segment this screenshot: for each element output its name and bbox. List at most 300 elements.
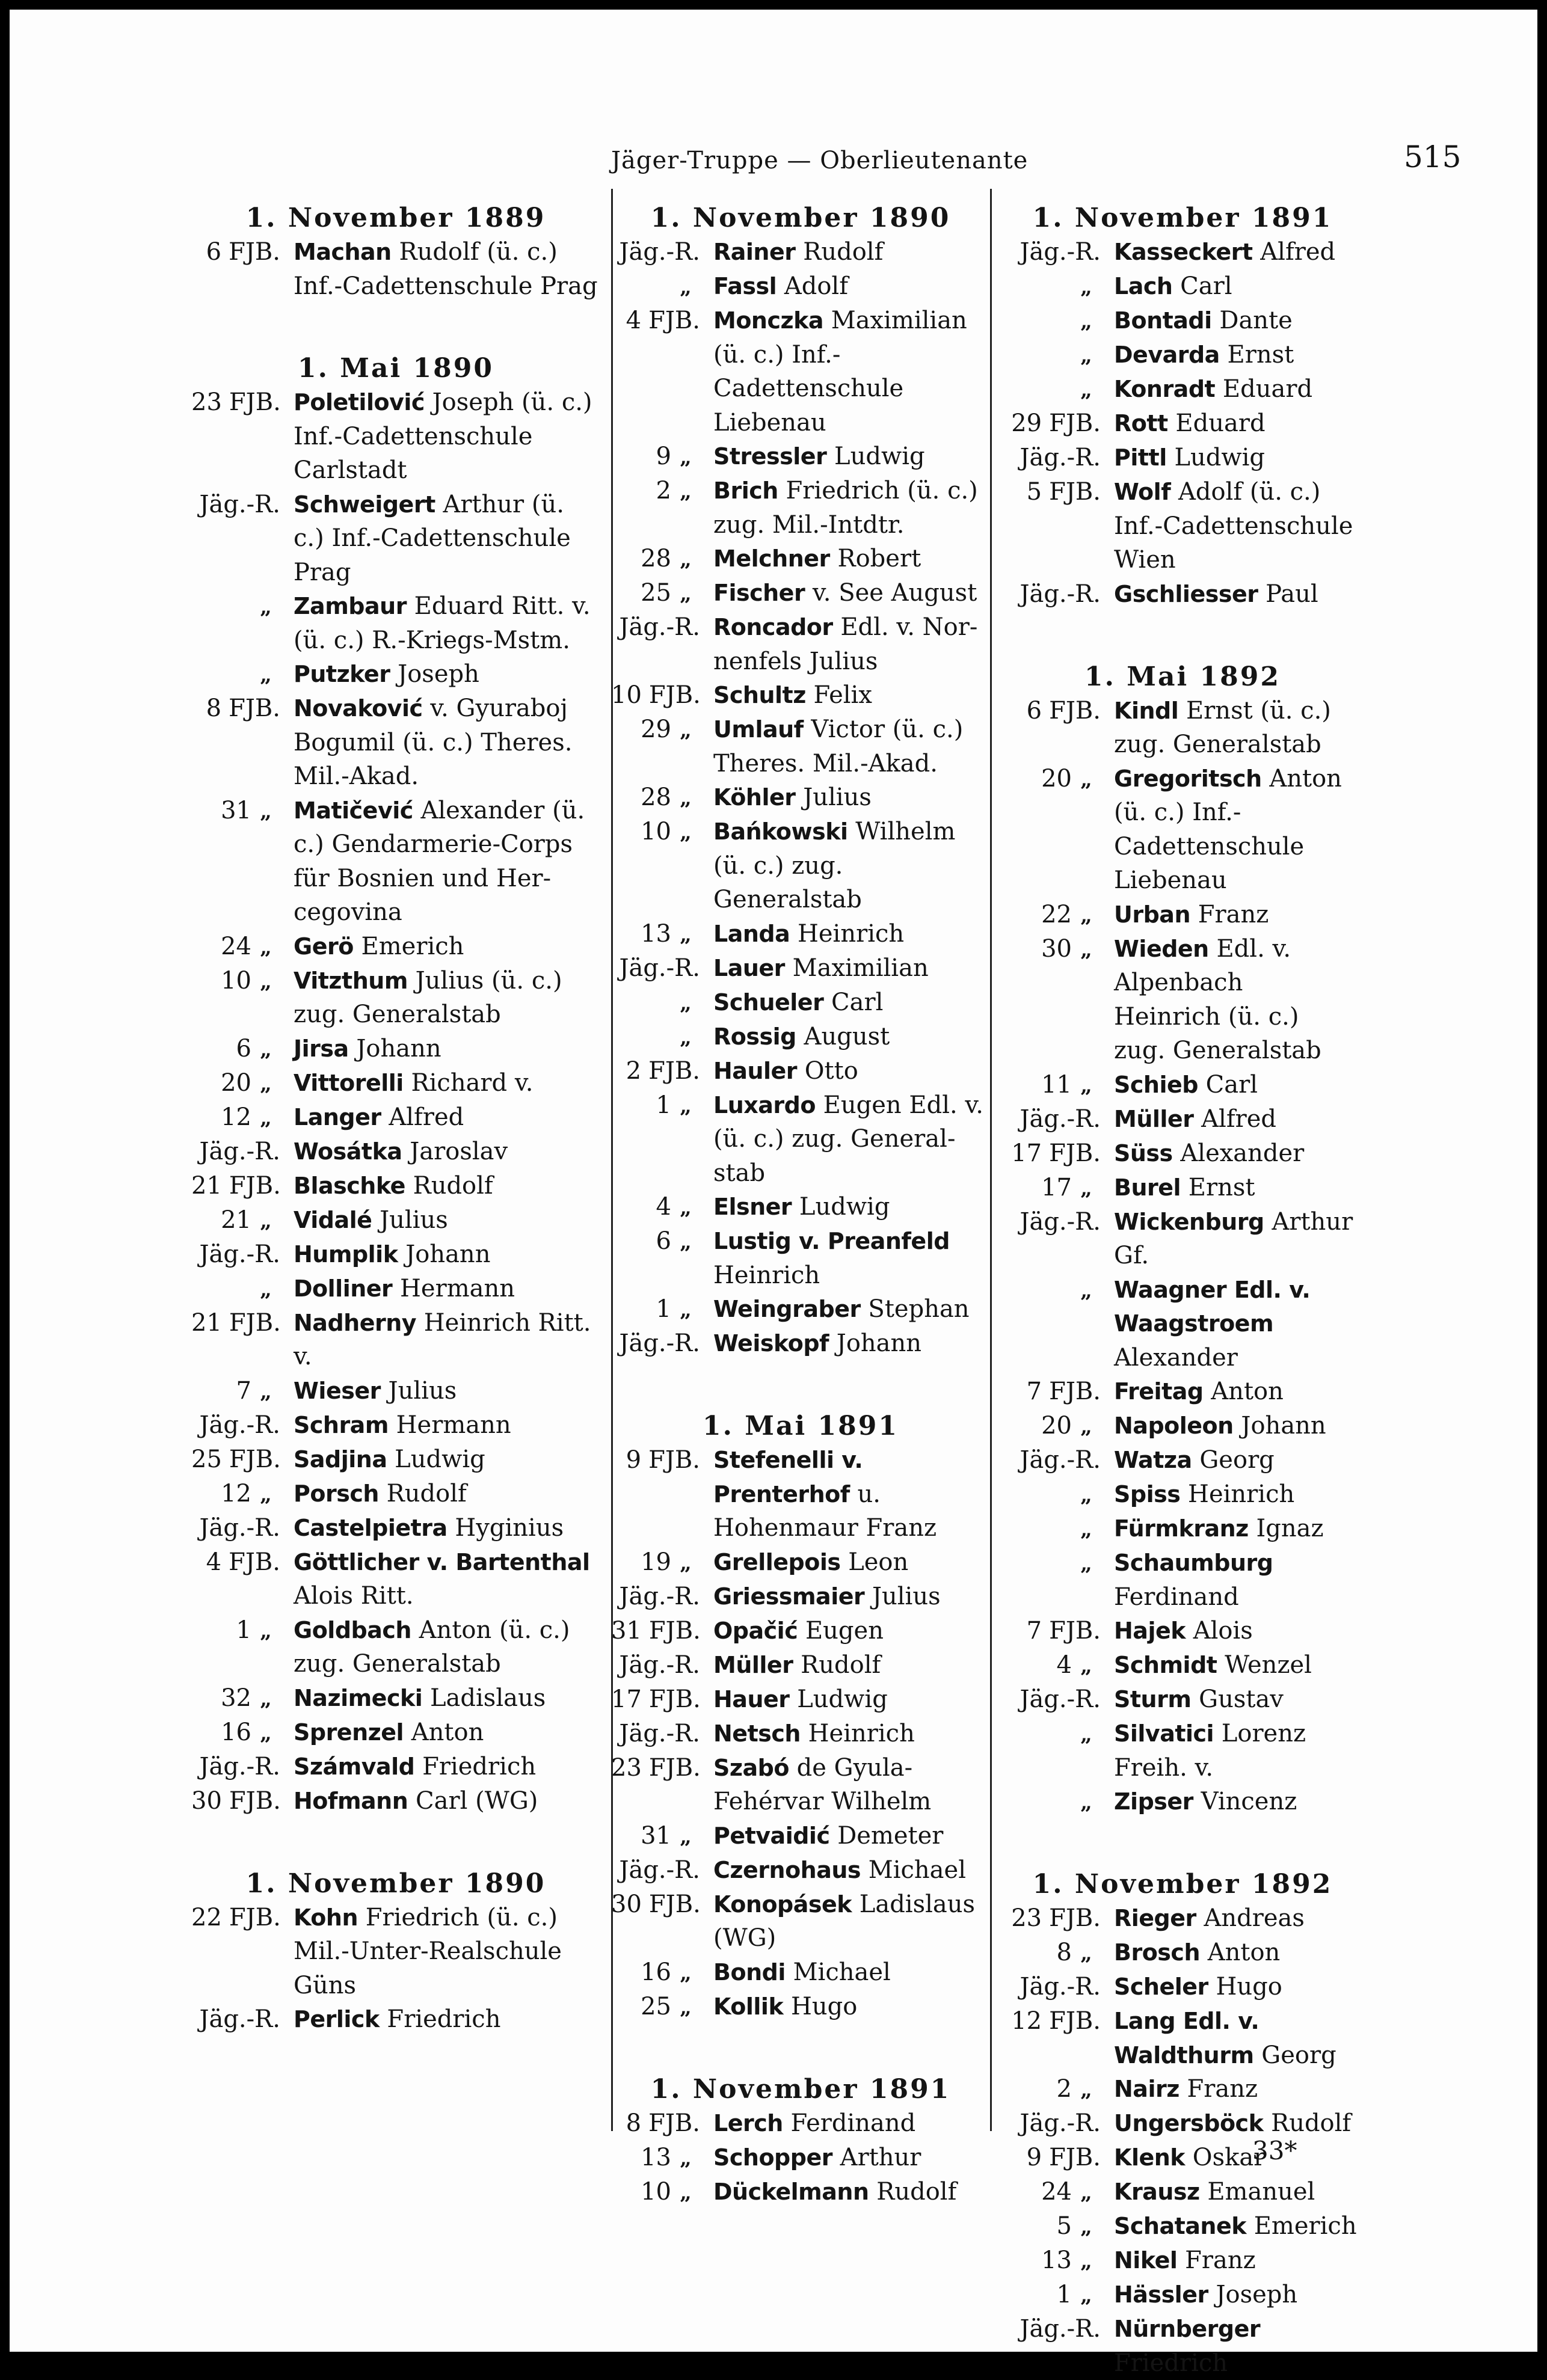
- entry-unit: Jäg.-R.: [1020, 1446, 1101, 1474]
- officer-entry: [611, 1088, 990, 1191]
- officer-surname: Hässler: [1114, 2281, 1208, 2308]
- officer-entry: [1008, 1136, 1357, 1171]
- officer-entry: [1008, 2209, 1357, 2244]
- officer-entry: [191, 589, 600, 657]
- officer-surname: Jirsa: [294, 1035, 349, 1062]
- date-section: [1008, 1867, 1357, 2380]
- officer-surname: Göttlicher v. Bartenthal: [294, 1548, 590, 1575]
- entry-text: [713, 474, 990, 542]
- officer-details: Friedrich (ü. c.) Mil.-Unter-Realschule Güns: [294, 1903, 562, 1999]
- entry-rank-key: [1008, 269, 1114, 304]
- entry-text: [1114, 1648, 1357, 1682]
- entry-number: 1: [236, 1616, 251, 1644]
- officer-entry: [191, 930, 600, 964]
- entry-text: [713, 1888, 990, 1955]
- entry-text: [713, 713, 990, 781]
- ditto-mark: „: [260, 1037, 272, 1062]
- entry-unit: FJB.: [648, 1616, 701, 1645]
- entry-rank-key: [191, 235, 294, 269]
- officer-details: August: [796, 1022, 890, 1050]
- entry-rank-key: [611, 678, 713, 713]
- officer-entry: [191, 1443, 600, 1477]
- entry-rank-key: [611, 542, 713, 576]
- officer-surname: Burel: [1114, 1174, 1181, 1201]
- officer-surname: Konradt: [1114, 376, 1216, 402]
- entry-rank-key: [611, 2106, 713, 2141]
- officer-entry: [1008, 1102, 1357, 1136]
- officer-entry: [1008, 898, 1357, 932]
- ditto-mark: „: [1080, 378, 1092, 402]
- officer-details: Anton (ü. c.) Inf.-Cadettenschule Liebenau: [1114, 764, 1342, 894]
- officer-details: Leon: [840, 1548, 909, 1576]
- officer-details: Arthur Gf.: [1114, 1207, 1353, 1269]
- officer-surname: Bondi: [713, 1958, 786, 1986]
- ditto-mark: „: [680, 1094, 692, 1118]
- officer-details: Johann: [829, 1330, 922, 1357]
- officer-surname: Urban: [1114, 901, 1190, 928]
- entry-text: [713, 2106, 990, 2141]
- officer-entry: [611, 1292, 990, 1326]
- officer-surname: Fischer: [713, 580, 805, 606]
- ditto-mark: „: [680, 1025, 692, 1050]
- entry-rank-key: [1008, 1970, 1114, 2004]
- ditto-mark: „: [680, 1961, 692, 1986]
- entry-text: [713, 304, 990, 440]
- entry-unit: FJB.: [229, 1308, 281, 1337]
- officer-surname: Gerö: [294, 933, 354, 960]
- entry-unit: FJB.: [648, 1685, 701, 1713]
- officer-surname: Elsner: [713, 1194, 792, 1220]
- entry-rank-key: [1008, 1717, 1114, 1751]
- officer-entry: [1008, 1546, 1357, 1614]
- officer-surname: Netsch: [713, 1720, 801, 1747]
- entry-rank-key: [611, 1292, 713, 1326]
- officer-details: Robert: [829, 545, 921, 572]
- ditto-mark: „: [1080, 767, 1092, 792]
- entry-text: [294, 1169, 600, 1203]
- entry-unit: FJB.: [1049, 696, 1101, 725]
- officer-entry: [191, 1306, 600, 1374]
- ditto-mark: „: [680, 1824, 692, 1849]
- entry-rank-key: [1008, 1936, 1114, 1970]
- entry-text: [294, 1716, 600, 1750]
- ditto-mark: „: [1080, 275, 1092, 299]
- entry-number: 10: [641, 818, 671, 845]
- entry-rank-key: [611, 2175, 713, 2209]
- officer-details: Rudolf: [793, 1651, 881, 1679]
- officer-surname: Wickenburg: [1114, 1208, 1264, 1235]
- officer-details: Lorenz Freih. v.: [1114, 1720, 1306, 1782]
- entry-text: [294, 1238, 600, 1272]
- entry-unit: FJB.: [1049, 1904, 1101, 1932]
- entry-rank-key: [191, 1545, 294, 1580]
- officer-surname: Schopper: [713, 2144, 832, 2171]
- officer-details: Ferdinand: [1114, 1583, 1239, 1611]
- officer-details: Johann: [348, 1034, 441, 1063]
- officer-entry: [1008, 1409, 1357, 1443]
- officer-details: Franz: [1179, 2075, 1258, 2103]
- officer-surname: Sprenzel: [294, 1719, 404, 1746]
- ditto-mark: „: [1080, 310, 1092, 334]
- officer-details: Alfred: [1252, 238, 1336, 266]
- officer-details: Anton: [404, 1718, 484, 1746]
- entry-text: [1114, 1205, 1357, 1273]
- entry-rank-key: [191, 1374, 294, 1408]
- entry-unit: Jäg.-R.: [199, 1411, 280, 1439]
- entry-rank-key: [1008, 577, 1114, 612]
- section-heading: 1. Mai 1892: [1084, 661, 1281, 692]
- officer-details: Ludwig: [792, 1193, 890, 1221]
- entry-text: [713, 678, 990, 713]
- officer-details: Anton (ü. c.) zug. Generalstab: [294, 1616, 570, 1678]
- officer-details: Joseph (ü. c.) Inf.-Cadettenschule Carlstadt: [294, 388, 592, 484]
- officer-entry: [1008, 2004, 1357, 2072]
- ditto-mark: „: [680, 582, 692, 606]
- officer-details: Friedrich: [1114, 2349, 1228, 2377]
- entry-number: 28: [641, 545, 671, 572]
- entry-number: 21: [191, 1171, 222, 1200]
- entry-number: 7: [1026, 1617, 1042, 1645]
- section-heading: 1. November 1889: [245, 203, 546, 233]
- ditto-mark: „: [680, 787, 692, 811]
- entry-text: [713, 1443, 990, 1545]
- entry-number: 23: [611, 1753, 642, 1782]
- officer-entry: [611, 576, 990, 610]
- officer-entry: [191, 1613, 600, 1681]
- officer-details: Eduard Ritt. v. (ü. c.) R.-Kriegs-Mstm.: [294, 592, 591, 654]
- entry-rank-key: [1008, 2004, 1114, 2038]
- officer-entry: [611, 1819, 990, 1853]
- entry-rank-key: [1008, 1648, 1114, 1682]
- officer-surname: Nikel: [1114, 2247, 1178, 2274]
- entry-text: [294, 1203, 600, 1238]
- entry-number: 6: [1026, 696, 1042, 725]
- entry-unit: FJB.: [648, 307, 700, 334]
- officer-surname: Bontadi: [1114, 307, 1212, 334]
- entry-text: [1114, 372, 1357, 406]
- officer-details: Alexander (ü. c.) Gendarmerie-Corps für Bosnien und Hercegovina: [294, 796, 585, 926]
- officer-entry: [611, 1648, 990, 1682]
- ditto-mark: „: [260, 1379, 272, 1404]
- officer-surname: Bańkowski: [713, 818, 848, 845]
- entry-rank-key: [191, 1477, 294, 1511]
- entry-unit: Jäg.-R.: [619, 954, 700, 982]
- officer-details: Eduard: [1167, 409, 1266, 437]
- entry-unit: FJB.: [1049, 409, 1101, 437]
- entry-rank-key: [1008, 932, 1114, 966]
- entry-text: [294, 794, 600, 930]
- officer-entry: [611, 1224, 990, 1292]
- entry-number: 25: [641, 579, 671, 607]
- officer-entry: [1008, 1375, 1357, 1409]
- entry-text: [294, 1306, 600, 1374]
- officer-entry: [191, 1135, 600, 1169]
- officer-entry: [191, 488, 600, 590]
- entry-text: [1114, 441, 1357, 475]
- officer-surname: Castelpietra: [294, 1514, 447, 1541]
- entry-rank-key: [1008, 441, 1114, 475]
- officer-details: Ladislaus: [422, 1684, 546, 1712]
- entry-unit: Jäg.-R.: [1020, 1207, 1101, 1236]
- officer-details: Hugo: [783, 1992, 858, 2020]
- column-2: [611, 201, 990, 2209]
- officer-details: Ludwig: [789, 1685, 888, 1713]
- entry-unit: Jäg.-R.: [199, 2005, 280, 2033]
- officer-entry: [1008, 1443, 1357, 1477]
- entry-text: [294, 1032, 600, 1066]
- ditto-mark: „: [1080, 1278, 1092, 1303]
- officer-entry: [191, 1032, 600, 1066]
- entry-text: [294, 1784, 600, 1818]
- officer-surname: Dückelmann: [713, 2178, 869, 2205]
- entry-text: [713, 1614, 990, 1648]
- officer-surname: Griessmaier: [713, 1583, 865, 1610]
- column-1: [191, 201, 600, 2037]
- entry-number: 13: [641, 2143, 671, 2171]
- entry-rank-key: [611, 1888, 713, 1922]
- entry-text: [1114, 269, 1357, 304]
- entry-rank-key: [1008, 898, 1114, 932]
- officer-entry: [611, 304, 990, 440]
- entry-number: 31: [611, 1616, 642, 1645]
- officer-entry: [191, 2002, 600, 2037]
- entry-number: 7: [1026, 1378, 1042, 1405]
- entry-rank-key: [191, 385, 294, 420]
- officer-surname: Novaković: [294, 695, 423, 722]
- officer-surname: Weingraber: [713, 1296, 861, 1322]
- entry-text: [294, 657, 600, 692]
- officer-entry: [1008, 1970, 1357, 2004]
- officer-details: Emerich: [353, 932, 464, 960]
- ditto-mark: „: [680, 480, 692, 504]
- section-heading: 1. Mai 1891: [703, 1411, 899, 1441]
- entry-number: 16: [221, 1718, 251, 1746]
- officer-surname: Pittl: [1114, 444, 1167, 471]
- ditto-mark: „: [260, 1072, 272, 1096]
- officer-details: Anton: [1203, 1378, 1284, 1405]
- officer-details: Carl: [1172, 272, 1232, 300]
- officer-surname: Porsch: [294, 1480, 379, 1507]
- officer-surname: Napoleon: [1114, 1412, 1234, 1439]
- entry-unit: FJB.: [648, 1890, 701, 1918]
- ditto-mark: „: [1080, 903, 1092, 928]
- entry-rank-key: [191, 1135, 294, 1169]
- entry-number: 5: [1026, 478, 1042, 506]
- ditto-mark: „: [1080, 937, 1092, 962]
- entry-rank-key: [1008, 1409, 1114, 1443]
- entry-unit: Jäg.-R.: [1020, 1973, 1101, 2001]
- entry-rank-key: [191, 1613, 294, 1648]
- entry-text: [294, 2002, 600, 2037]
- officer-details: Stephan: [860, 1295, 970, 1323]
- officer-entry: [191, 964, 600, 1032]
- officer-surname: Scheler: [1114, 1974, 1208, 2000]
- officer-surname: Gregoritsch: [1114, 765, 1262, 792]
- entry-number: 25: [191, 1445, 222, 1473]
- officer-surname: Lach: [1114, 273, 1173, 299]
- officer-entry: [611, 1682, 990, 1717]
- officer-entry: [1008, 1936, 1357, 1970]
- officer-surname: Ungersböck: [1114, 2110, 1264, 2136]
- officer-entry: [191, 235, 600, 303]
- officer-details: Hugo: [1208, 1973, 1282, 2001]
- entry-rank-key: [611, 304, 713, 338]
- officer-entry: [191, 1169, 600, 1203]
- entry-number: 10: [611, 681, 642, 709]
- section-heading: 1. November 1891: [650, 2073, 951, 2105]
- officer-surname: Müller: [1114, 1105, 1194, 1132]
- officer-details: v. Gyuraboj Bogumil (ü. c.) Theres. Mil.-Akad.: [294, 695, 573, 790]
- entry-number: 20: [1041, 764, 1072, 793]
- entry-rank-key: [611, 1955, 713, 1990]
- officer-surname: Machan: [294, 239, 392, 265]
- entry-rank-key: [1008, 1682, 1114, 1717]
- ditto-mark: „: [1080, 2284, 1092, 2308]
- officer-details: Eugen: [798, 1616, 884, 1645]
- officer-entry: [191, 1203, 600, 1238]
- officer-surname: Vidalé: [294, 1206, 372, 1233]
- ditto-mark: „: [1080, 1518, 1092, 1542]
- officer-details: Ferdinand: [783, 2109, 916, 2137]
- officer-surname: Weiskopf: [713, 1330, 829, 1357]
- entry-number: 21: [221, 1206, 251, 1234]
- entry-text: [713, 951, 990, 986]
- officer-entry: [191, 1716, 600, 1750]
- entry-text: [713, 1853, 990, 1888]
- entry-rank-key: [611, 1020, 713, 1054]
- ditto-mark: „: [680, 2146, 692, 2171]
- ditto-mark: „: [680, 275, 692, 299]
- officer-entry: [611, 1580, 990, 1614]
- officer-entry: [1008, 1785, 1357, 1819]
- officer-surname: Lauer: [713, 954, 785, 981]
- entry-text: [1114, 2072, 1357, 2106]
- officer-entry: [191, 1511, 600, 1545]
- officer-details: Emerich: [1246, 2212, 1357, 2240]
- entry-number: 10: [221, 966, 251, 995]
- entry-unit: FJB.: [1049, 1378, 1101, 1405]
- officer-surname: Brosch: [1114, 1939, 1201, 1966]
- officer-details: v. See August: [805, 579, 977, 607]
- entry-rank-key: [1008, 1785, 1114, 1819]
- section-spacer: [191, 303, 600, 351]
- entry-text: [294, 1681, 600, 1716]
- ditto-mark: „: [260, 595, 272, 619]
- entry-rank-key: [1008, 338, 1114, 372]
- entry-rank-key: [611, 917, 713, 951]
- section-spacer: [611, 2024, 990, 2072]
- entry-rank-key: [611, 1224, 713, 1259]
- entry-text: [713, 610, 990, 678]
- entry-text: [294, 589, 600, 657]
- entry-rank-key: [611, 474, 713, 508]
- entry-text: [1114, 1970, 1357, 2004]
- officer-details: Ernst: [1219, 341, 1294, 369]
- entry-rank-key: [611, 269, 713, 304]
- officer-surname: Grellepois: [713, 1548, 841, 1575]
- officer-details: Emanuel: [1199, 2178, 1315, 2206]
- officer-entry: [191, 1066, 600, 1100]
- entry-rank-key: [191, 488, 294, 522]
- officer-surname: Hauler: [713, 1057, 798, 1084]
- entry-text: [1114, 762, 1357, 898]
- officer-surname: Zipser: [1114, 1788, 1193, 1815]
- section-heading: 1. November 1890: [650, 203, 951, 233]
- entry-text: [713, 1682, 990, 1717]
- entry-number: 20: [221, 1069, 251, 1097]
- entry-rank-key: [1008, 2106, 1114, 2141]
- officer-surname: Roncador: [713, 614, 833, 640]
- officer-surname: Poletilović: [294, 389, 425, 416]
- officer-surname: Müller: [713, 1651, 793, 1678]
- officer-surname: Hajek: [1114, 1618, 1186, 1644]
- officer-surname: Schweigert: [294, 491, 435, 518]
- ditto-mark: „: [1080, 1073, 1092, 1098]
- entry-rank-key: [1008, 1614, 1114, 1648]
- officer-entry: [611, 713, 990, 781]
- ditto-mark: „: [1080, 1942, 1092, 1966]
- officer-entry: [1008, 694, 1357, 762]
- entry-text: [294, 385, 600, 488]
- entry-text: [294, 1100, 600, 1135]
- entry-rank-key: [191, 1100, 294, 1135]
- entry-text: [1114, 406, 1357, 441]
- entry-number: 25: [641, 1992, 671, 2020]
- officer-entry: [611, 917, 990, 951]
- entry-text: [1114, 1102, 1357, 1136]
- officer-surname: Klenk: [1114, 2144, 1186, 2171]
- entry-unit: Jäg.-R.: [199, 1137, 280, 1165]
- entry-rank-key: [611, 610, 713, 645]
- officer-entry: [611, 474, 990, 542]
- officer-surname: Kohn: [294, 1904, 358, 1931]
- entry-number: 12: [221, 1479, 251, 1507]
- entry-rank-key: [1008, 1068, 1114, 1102]
- entry-text: [713, 235, 990, 269]
- officer-surname: Lang Edl. v. Waldthurm: [1114, 2008, 1259, 2069]
- entry-number: 30: [611, 1890, 642, 1918]
- entry-text: [1114, 1512, 1357, 1546]
- entry-rank-key: [611, 986, 713, 1020]
- ditto-mark: „: [260, 799, 272, 824]
- officer-surname: Humplik: [294, 1241, 398, 1268]
- column-rule: [990, 189, 992, 2131]
- entry-unit: Jäg.-R.: [619, 1330, 700, 1357]
- officer-entry: [611, 1888, 990, 1955]
- officer-details: Wenzel: [1217, 1651, 1312, 1679]
- officer-entry: [1008, 1648, 1357, 1682]
- section-heading: 1. November 1890: [245, 1868, 546, 1899]
- entry-rank-key: [191, 1272, 294, 1306]
- date-section: [611, 1409, 990, 2024]
- entry-text: [294, 1066, 600, 1100]
- entry-rank-key: [1008, 2244, 1114, 2278]
- entry-text: [713, 1819, 990, 1853]
- entry-text: [1114, 2106, 1357, 2141]
- officer-entry: [611, 678, 990, 713]
- entry-unit: Jäg.-R.: [1020, 580, 1101, 608]
- entry-text: [1114, 1614, 1357, 1648]
- officer-details: Rudolf: [795, 238, 884, 266]
- entry-unit: FJB.: [229, 1548, 280, 1576]
- entry-rank-key: [611, 1190, 713, 1224]
- officer-surname: Vittorelli: [294, 1069, 404, 1096]
- entry-number: 2: [626, 1057, 642, 1085]
- officer-surname: Nairz: [1114, 2076, 1179, 2102]
- entry-number: 21: [191, 1308, 222, 1337]
- signature-mark: 33*: [1252, 2136, 1297, 2165]
- entry-rank-key: [1008, 2209, 1114, 2244]
